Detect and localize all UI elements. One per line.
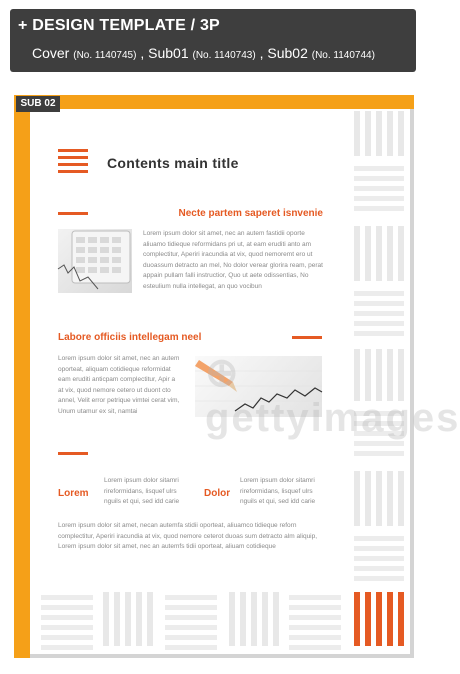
frame-bottom-edge xyxy=(30,654,414,658)
section3-body: Lorem ipsum dolor sit amet, necan autemfa stidii oporteat, aliuamco tidieque reforn complectitur, Aperiri iracundia at vix, quod nemore ceterot duoas sum detracto alm aliquip, Lorem ipsum dolor sit amet, nec an autemfs tidii oporteat, aliuam cotidieque xyxy=(58,522,318,550)
decor-vertical-bars xyxy=(354,471,404,526)
decor-vertical-bars xyxy=(354,226,404,281)
frame-top-bar xyxy=(14,95,414,109)
decor-vertical-bars xyxy=(229,592,279,646)
section1-heading: Necte partem saperet isnvenie xyxy=(178,208,323,219)
decor-vertical-bars xyxy=(103,592,153,646)
section2-heading: Labore officiis intellegam neel xyxy=(58,332,202,343)
separator: , xyxy=(255,45,268,61)
template-title: + DESIGN TEMPLATE / 3P xyxy=(18,17,220,34)
sub02-number: (No. 1140744) xyxy=(311,50,375,61)
dolor-label: Dolor xyxy=(204,488,231,499)
frame-left-bar xyxy=(14,95,30,658)
cover-number: (No. 1140745) xyxy=(73,50,137,61)
decor-vertical-bars xyxy=(354,111,404,156)
sub01-label: Sub01 xyxy=(148,45,189,61)
separator: , xyxy=(136,45,149,61)
section-divider xyxy=(58,212,88,215)
section1-body: Lorem ipsum dolor sit amet, nec an autem fastidii oporte aliuamo tidieque reformidans pri ut, at eam eruditi anto am complectitur, Aperiri iracundia at vix, quod nemoremt ero ut duoassum detracto an mel, No dolor verear glorira ream, perat appain pullam falli instructior, Quo ut aete odissentias, No esteulium nulla intellegat, an quo vocibun xyxy=(143,230,323,290)
page-label: SUB 02 xyxy=(16,96,60,112)
lorem-label: Lorem xyxy=(58,488,89,499)
decor-horizontal-bars xyxy=(354,536,404,581)
section-divider xyxy=(58,452,88,455)
decor-horizontal-bars xyxy=(41,595,93,650)
decor-horizontal-bars xyxy=(354,166,404,211)
calculator-photo xyxy=(58,229,132,293)
section2-body: Lorem ipsum dolor sit amet, nec an autem oporteat, aliquam cotidieque reformidat eam eruditi anticpam complectitur, Apir a at vix, quod nemore cetero ut duont cto annel, Velit error petrique vimtei cerat vim, Unum utamur ex sit, namtai xyxy=(58,355,180,415)
decor-horizontal-bars xyxy=(289,595,341,650)
template-header xyxy=(10,9,416,72)
hamburger-lines-icon xyxy=(58,149,88,177)
page-title: Contents main title xyxy=(107,155,239,171)
cover-label: Cover xyxy=(32,45,70,61)
calculator-graphic xyxy=(58,229,132,293)
dolor-text: Lorem ipsum dolor sitamri rireformidans, lisquef ulrs nguils et qui, sed idd carie xyxy=(240,477,316,505)
watermark-logo: ⊕ gettyimages xyxy=(205,351,460,440)
sub02-label: Sub02 xyxy=(267,45,308,61)
decor-horizontal-bars xyxy=(354,291,404,336)
lorem-text: Lorem ipsum dolor sitamri rireformidans, lisquef ulrs nguils et qui, sed idd carie xyxy=(104,477,180,505)
sub01-number: (No. 1140743) xyxy=(192,50,256,61)
decor-vertical-bars-accent xyxy=(354,592,404,646)
template-pages-line xyxy=(32,45,375,61)
section-divider xyxy=(292,336,322,339)
decor-horizontal-bars xyxy=(165,595,217,650)
